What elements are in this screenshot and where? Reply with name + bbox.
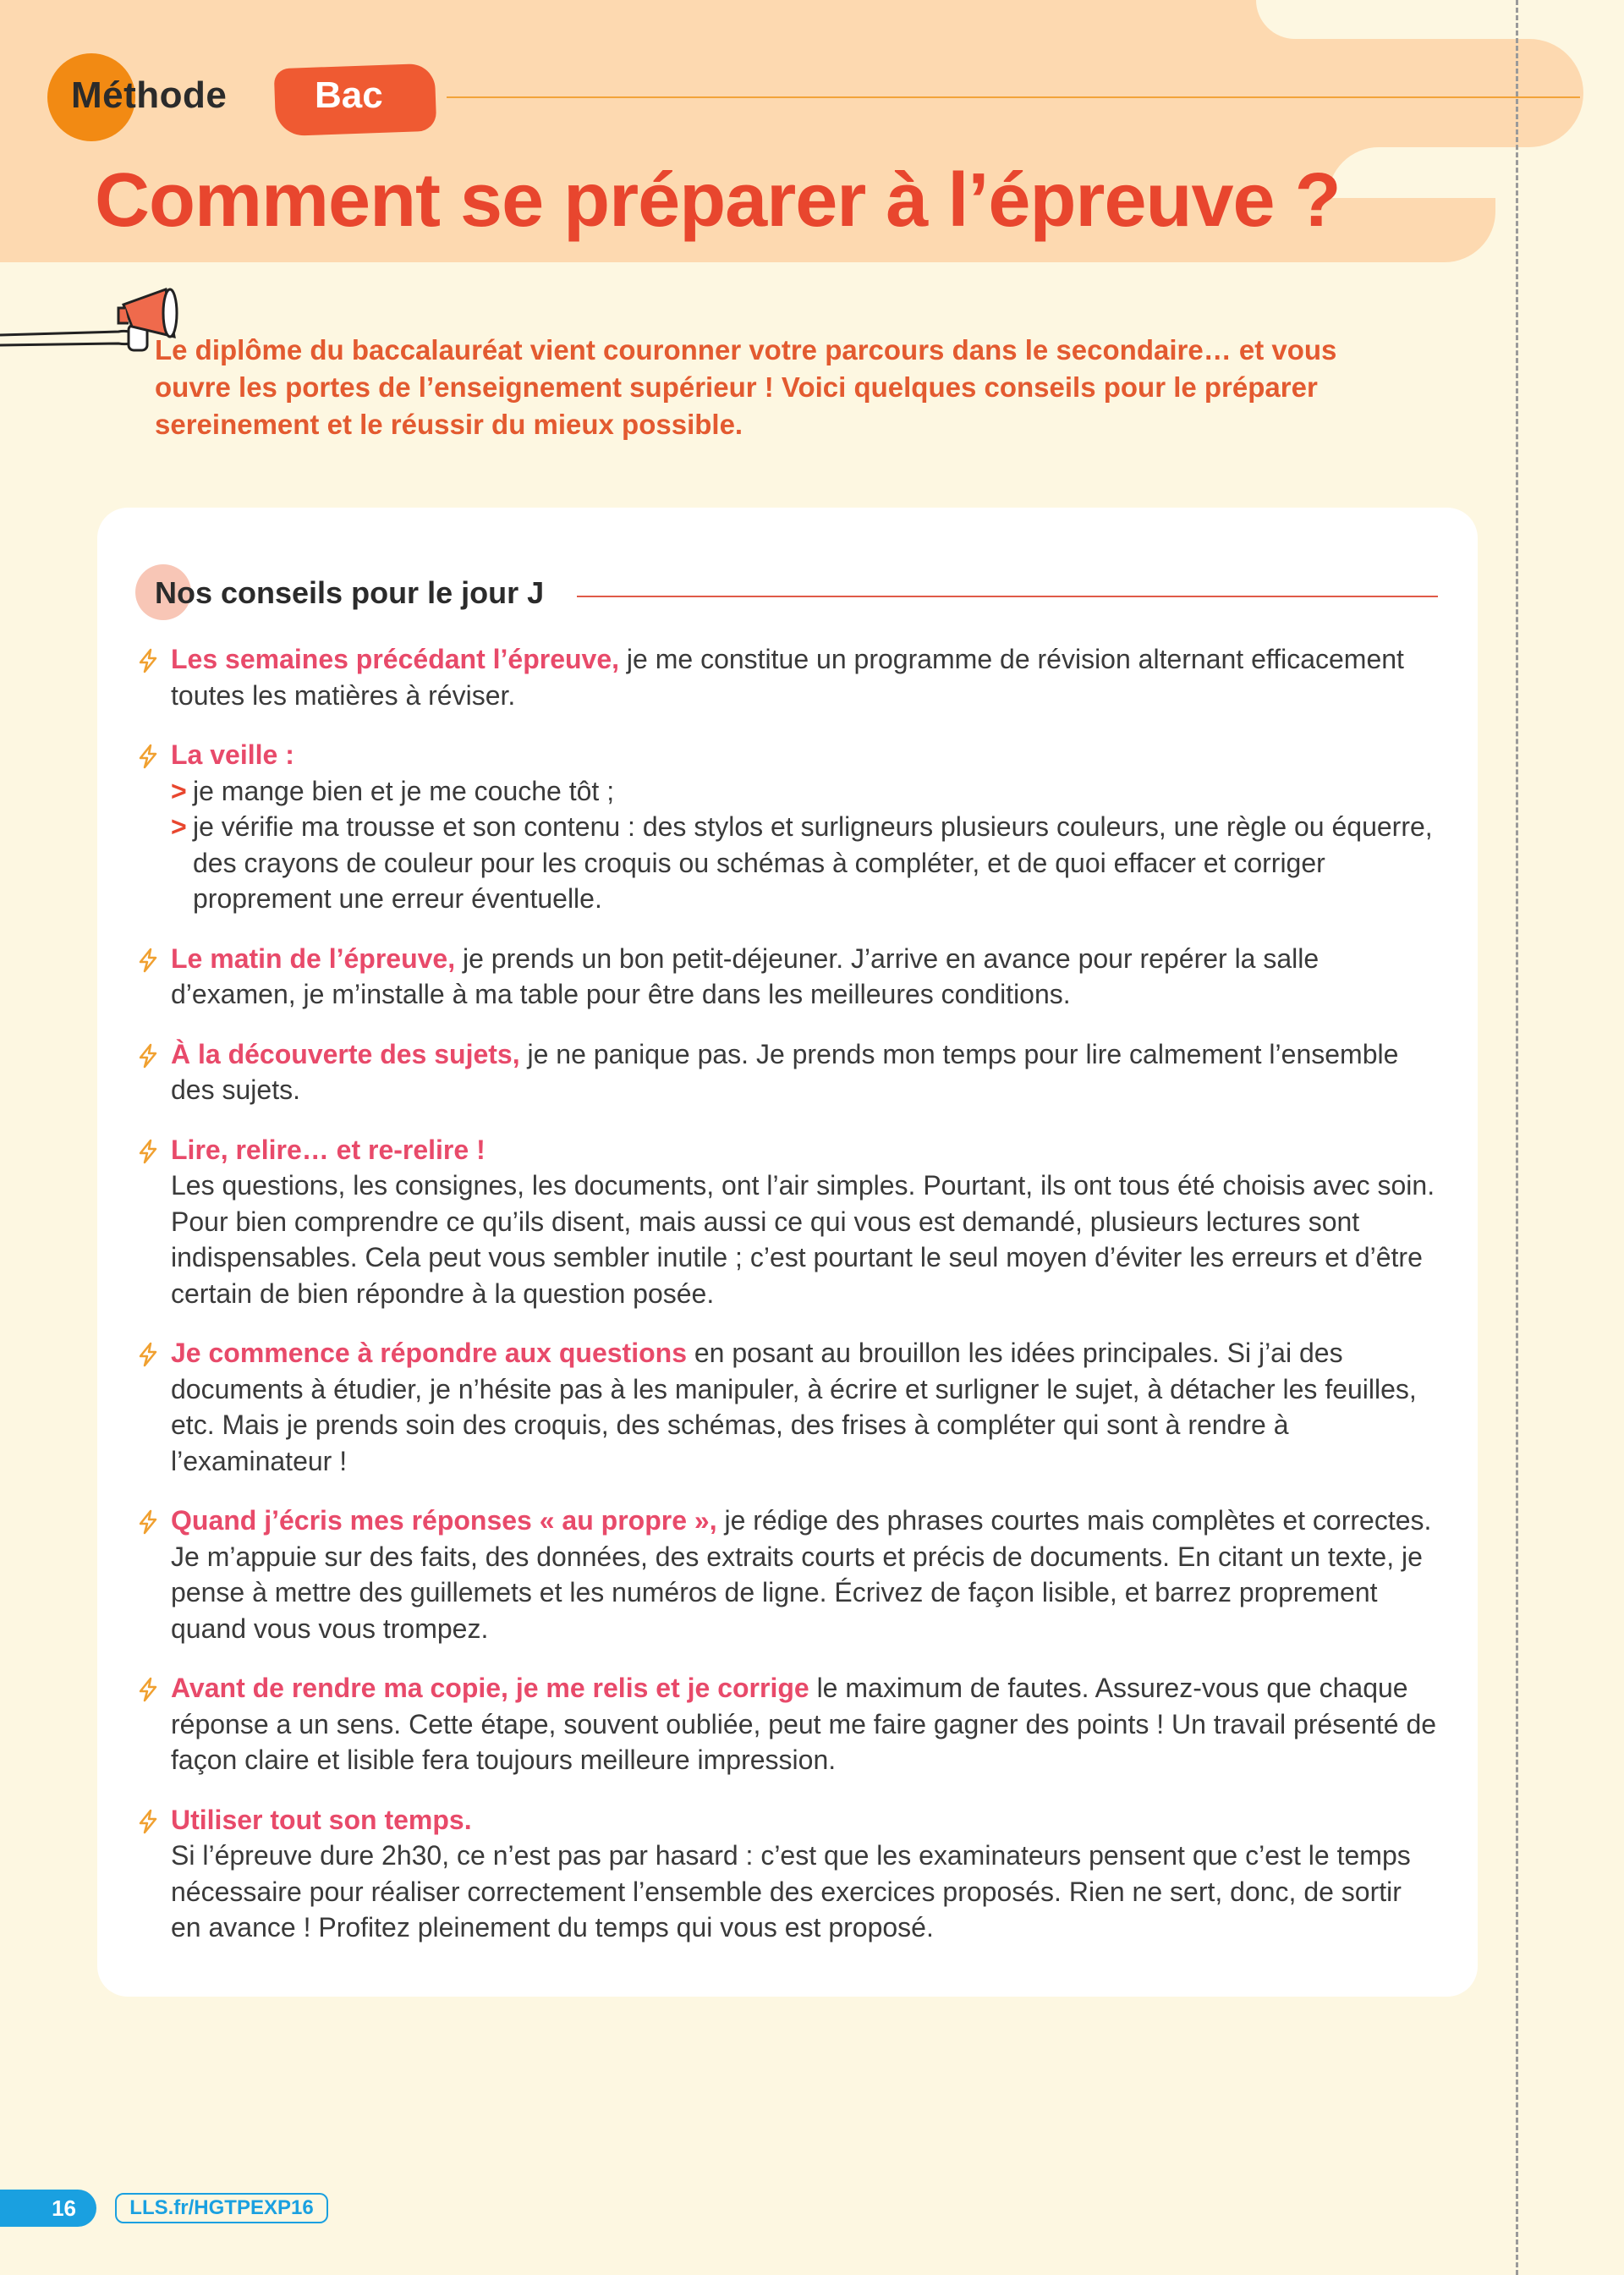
tip-heading: Je commence à répondre aux questions [171,1338,687,1368]
section-rule [577,596,1438,597]
intro-text: Le diplôme du baccalauréat vient couronner votre parcours dans le secondaire… et vous ouvre les portes de l’enseignement supérieur ! Voici quelques conseils pour le préparer sereinement et le réussir du mieux possible. [155,334,1337,440]
tip-item [135,1132,1438,1312]
tip-heading: Avant de rendre ma copie, je me relis et je corrige [171,1673,809,1703]
tip-heading: Utiliser tout son temps. [171,1804,472,1835]
tip-item [135,1802,1438,1946]
sub-item-text: je vérifie ma trousse et son contenu : des stylos et surligneurs plusieurs couleurs, une règle ou équerre, des crayons de couleur pour les croquis ou schémas à compléter, et de quoi effacer et corriger proprement une erreur éventuelle. [193,811,1433,914]
tip-heading: À la découverte des sujets, [171,1038,520,1069]
lightning-bolt-icon [135,1809,161,1834]
section-title: Nos conseils pour le jour J [155,575,545,610]
tip-heading: Les semaines précédant l’épreuve, [171,644,620,674]
page-title: Comment se préparer à l’épreuve ? [95,158,1341,243]
tip-text: je rédige des phrases courtes mais complètes et correctes. Je m’appuie sur des faits, des données, des extraits courts et précis de documents. En citant un texte, je pense à mettre des guillemets et les numéros de ligne. Écrivez de façon lisible, et barrez proprement quand vous vous trompez. [171,1505,1432,1644]
lightning-bolt-icon [135,1677,161,1702]
lightning-bolt-icon [135,1043,161,1069]
chevron-right-icon: > [171,811,187,842]
bac-label: Bac [315,74,383,116]
tip-text: je prends un bon petit-déjeuner. J’arrive en avance pour repérer la salle d’examen, je m’installe à ma table pour être dans les meilleures conditions. [171,942,1320,1009]
tip-text: Les questions, les consignes, les documents, ont l’air simples. Pourtant, ils ont tous été choisis avec soin. Pour bien comprendre ce qu’ils disent, mais aussi ce qui vous est demandé, plusieurs lectures sont indispensables. Cela peut vous sembler inutile ; c’est pourtant le seul moyen d’éviter les erreurs et d’être certain de bien répondre à la question posée. [171,1170,1435,1309]
tip-text: je me constitue un programme de révision alternant efficacement toutes les matières à réviser. [171,644,1404,711]
tip-heading: Quand j’écris mes réponses « au propre », [171,1505,717,1536]
lightning-bolt-icon [135,1509,161,1535]
lightning-bolt-icon [135,1342,161,1367]
tip-item [135,941,1438,1013]
header-decoration [1303,39,1583,147]
lls-link[interactable]: LLS.fr/HGTPEXP16 [115,2193,328,2223]
lightning-bolt-icon [135,948,161,973]
tip-item [135,641,1438,713]
sub-list [171,773,1438,917]
chevron-right-icon: > [171,775,187,806]
lightning-bolt-icon [135,744,161,769]
margin-dashed-line [1516,0,1518,2275]
tip-text: en posant au brouillon les idées principales. Si j’ai des documents à étudier, je n’hésite pas à les manipuler, à écrire et surligner le sujet, à détacher les feuilles, etc. Mais je prends soin des croquis, des schémas, des frises à compléter qui sont à rendre à l’examinateur ! [171,1338,1417,1476]
sub-item [171,773,1438,810]
method-label: Méthode [71,74,228,116]
tip-text: Si l’épreuve dure 2h30, ce n’est pas par hasard : c’est que les examinateurs pensent que c’est le temps nécessaire pour réaliser correctement l’ensemble des exercices proposés. Rien ne sert, donc, de sortir en avance ! Profitez pleinement du temps qui vous est proposé. [171,1840,1411,1943]
tip-text: le maximum de fautes. Assurez-vous que chaque réponse a un sens. Cette étape, souvent oubliée, peut me faire gagner des points ! Un travail présenté de façon claire et lisible fera toujours meilleure impression. [171,1673,1437,1775]
sub-item-text: je mange bien et je me couche tôt ; [193,775,615,806]
tip-item [135,1503,1438,1646]
lightning-bolt-icon [135,648,161,673]
lightning-bolt-icon [135,1139,161,1164]
header-rule [447,96,1580,98]
tip-item [135,1670,1438,1778]
page-number: 16 [0,2190,96,2227]
tip-item [135,737,1438,917]
header-decoration [1256,0,1594,39]
tip-item [135,1036,1438,1108]
tip-heading: Le matin de l’épreuve, [171,942,456,974]
tip-heading: Lire, relire… et re-relire ! [171,1134,486,1165]
tip-item [135,1335,1438,1479]
header-decoration [1328,147,1599,198]
tips-list [135,641,1438,1970]
sub-item [171,809,1438,917]
tip-heading: La veille : [171,739,294,770]
tip-text: je ne panique pas. Je prends mon temps pour lire calmement l’ensemble des sujets. [171,1038,1399,1105]
